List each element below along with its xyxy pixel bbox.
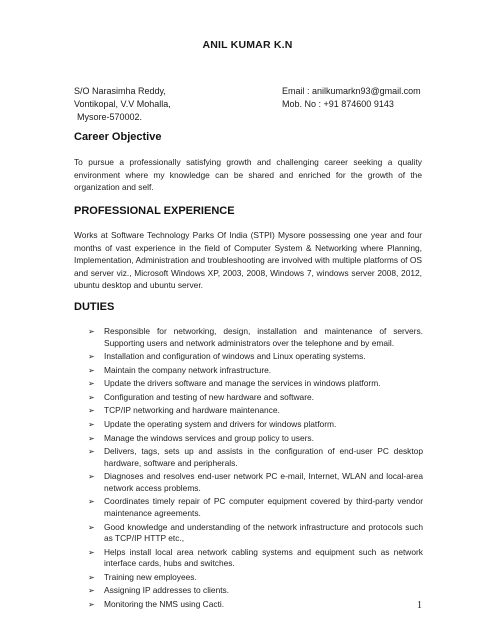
professional-experience-heading: PROFESSIONAL EXPERIENCE <box>74 205 235 217</box>
list-item: ➢ Helps install local area network cabling systems and equipment such as network interface cards, hubs and switches. <box>88 546 423 569</box>
arrow-bullet-icon: ➢ <box>88 586 95 596</box>
arrow-bullet-icon: ➢ <box>88 472 95 482</box>
list-item: ➢ Diagnoses and resolves end-user network PC e-mail, Internet, WLAN and local-area network access problems. <box>88 471 423 493</box>
list-item: ➢ Good knowledge and understanding of the network infrastructure and protocols such as TCP/IP HTTP etc., <box>88 521 423 544</box>
arrow-bullet-icon: ➢ <box>88 547 95 557</box>
arrow-bullet-icon: ➢ <box>88 379 95 389</box>
list-item: ➢ Installation and configuration of windows and Linux operating systems. <box>88 351 366 362</box>
list-item: ➢ Assigning IP addresses to clients. <box>88 585 230 596</box>
contact-row-1 <box>74 85 434 98</box>
candidate-name: ANIL KUMAR K.N <box>202 39 293 51</box>
page-number: 1 <box>417 600 422 611</box>
arrow-bullet-icon: ➢ <box>88 599 95 609</box>
address-line-2: Vontikopal, V.V Mohalla, <box>74 99 171 109</box>
professional-experience-text: Works at Software Technology Parks Of India (STPI) Mysore possessing one year and four months of vast experience in the field of Computer System & Networking where Planning, Implementation, Administration and troubleshooting are involved with multiple platforms of OS and server viz., Microsoft Windows XP, 2003, 2008, Windows 7, windows server 2008, 2012, ubuntu desktop and ubuntu server. <box>74 230 422 290</box>
duties-list <box>88 326 423 613</box>
career-objective-text: To pursue a professionally satisfying growth and challenging career seeking a quality environment where my knowledge can be shared and enriched for the growth of the organization and self. <box>74 157 422 192</box>
list-item: ➢ Update the operating system and drivers for windows platform. <box>88 419 337 430</box>
address-line-1: S/O Narasimha Reddy, <box>74 86 166 96</box>
list-item: ➢ Coordinates timely repair of PC computer equipment covered by third-party vendor maintenance agreements. <box>88 496 423 518</box>
list-item: ➢ Delivers, tags, sets up and assists in the configuration of end-user PC desktop hardware, software and peripherals. <box>88 446 423 468</box>
arrow-bullet-icon: ➢ <box>88 447 95 457</box>
arrow-bullet-icon: ➢ <box>88 352 95 362</box>
list-item: ➢ Update the drivers software and manage the services in windows platform. <box>88 378 381 389</box>
arrow-bullet-icon: ➢ <box>88 572 95 582</box>
arrow-bullet-icon: ➢ <box>88 497 95 507</box>
list-item: ➢ Maintain the company network infrastructure. <box>88 364 272 375</box>
arrow-bullet-icon: ➢ <box>88 392 95 402</box>
phone-text: Mob. No : +91 874600 9143 <box>282 99 394 109</box>
address-line-3: Mysore-570002. <box>77 112 143 122</box>
arrow-bullet-icon: ➢ <box>88 327 95 336</box>
email-text: Email : anilkumarkn93@gmail.com <box>282 86 421 96</box>
contact-row-2 <box>74 98 434 111</box>
career-objective-heading: Career Objective <box>74 131 162 143</box>
list-item: ➢ Configuration and testing of new hardware and software. <box>88 391 314 402</box>
list-item: ➢ TCP/IP networking and hardware maintenance. <box>88 405 280 416</box>
arrow-bullet-icon: ➢ <box>88 406 95 416</box>
contact-row-3 <box>74 111 434 124</box>
arrow-bullet-icon: ➢ <box>88 365 95 375</box>
contact-block <box>74 85 434 124</box>
list-item: ➢ Monitoring the NMS using Cacti. <box>88 598 225 609</box>
list-item: ➢ Responsible for networking, design, installation and maintenance of servers. Supporting users and network administrators over the telephone and by email. <box>88 326 423 348</box>
arrow-bullet-icon: ➢ <box>88 420 95 430</box>
arrow-bullet-icon: ➢ <box>88 522 95 532</box>
list-item: ➢ Training new employees. <box>88 571 197 582</box>
arrow-bullet-icon: ➢ <box>88 433 95 443</box>
list-item: ➢ Manage the windows services and group policy to users. <box>88 432 314 443</box>
duties-heading: DUTIES <box>74 301 115 313</box>
